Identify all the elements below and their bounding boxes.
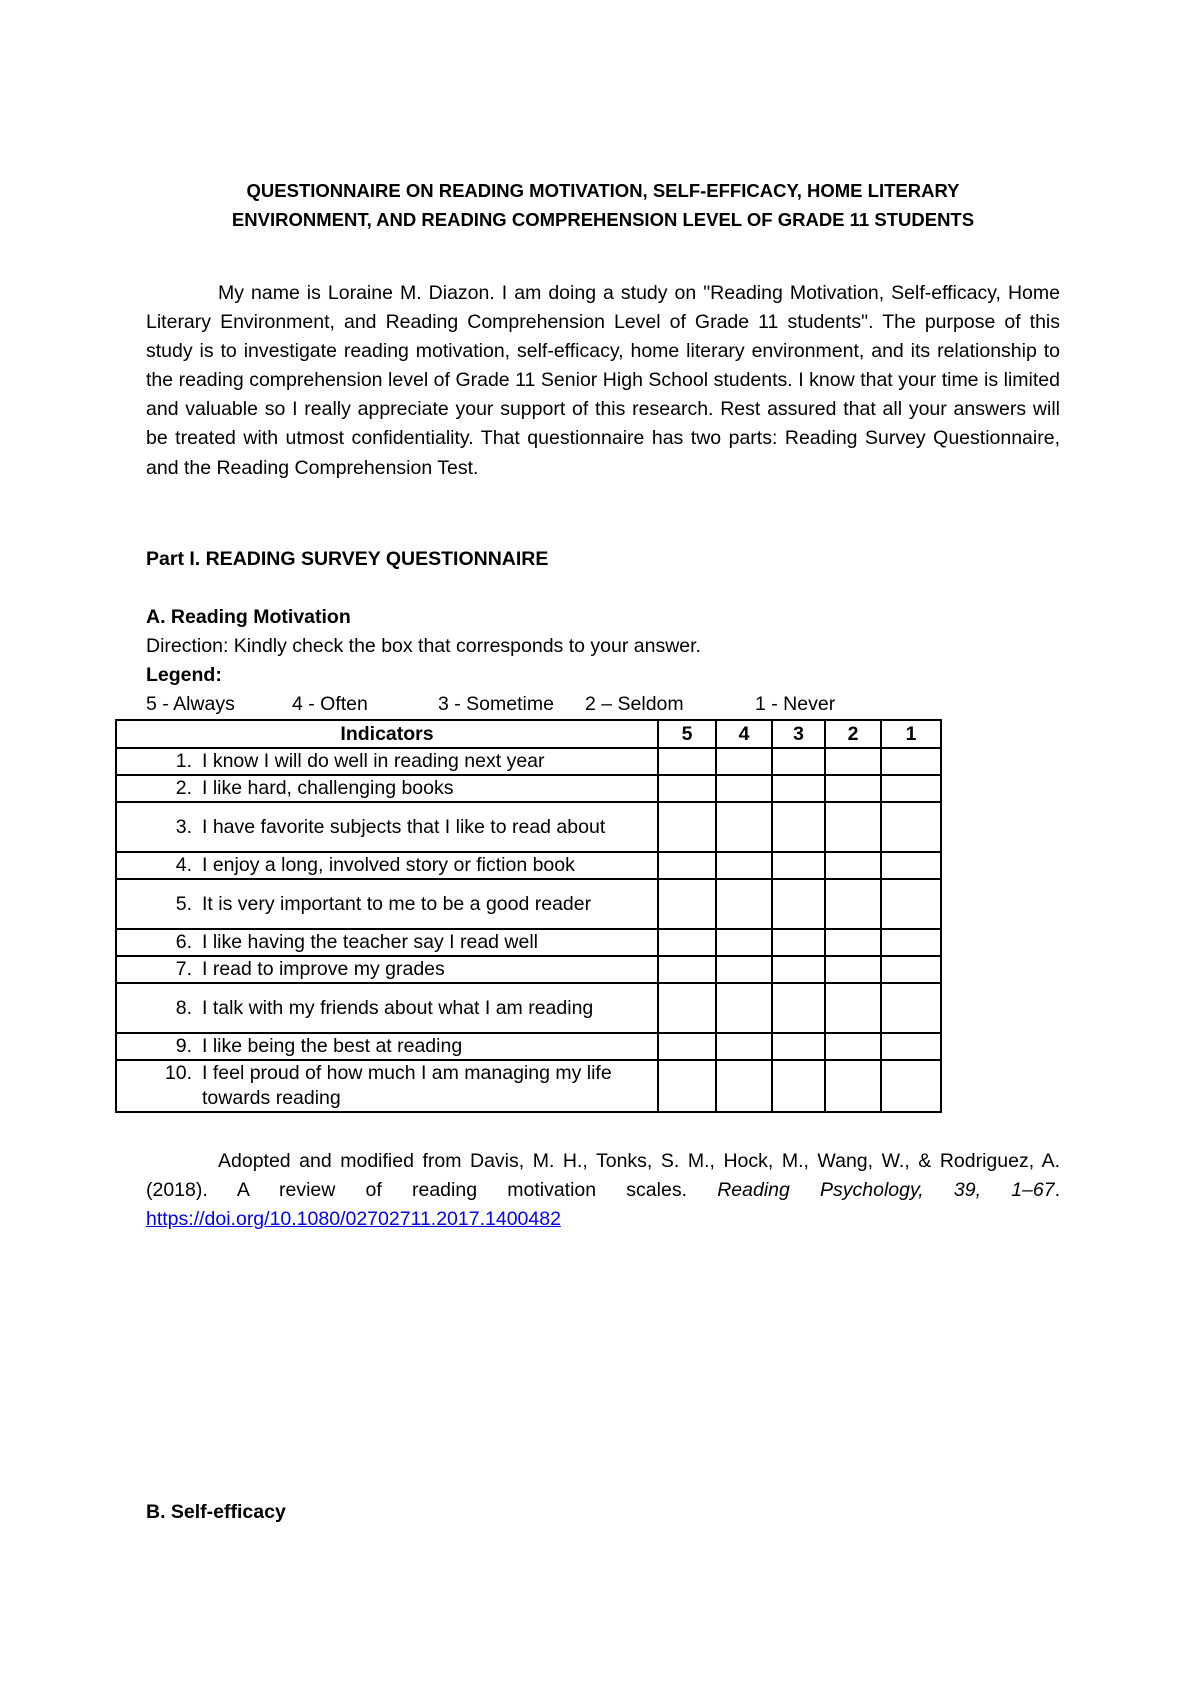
indicator-cell	[116, 775, 658, 802]
rating-checkbox-4[interactable]	[716, 956, 772, 983]
rating-checkbox-3[interactable]	[772, 983, 825, 1033]
rating-checkbox-3[interactable]	[772, 748, 825, 775]
legend-item-always: 5 - Always	[146, 693, 235, 715]
rating-checkbox-2[interactable]	[825, 879, 881, 929]
legend-title: Legend:	[146, 664, 222, 686]
doi-link[interactable]: https://doi.org/10.1080/02702711.2017.1400482	[146, 1208, 561, 1230]
rating-checkbox-3[interactable]	[772, 775, 825, 802]
rating-checkbox-4[interactable]	[716, 879, 772, 929]
rating-checkbox-4[interactable]	[716, 983, 772, 1033]
indicator-text: It is very important to me to be a good reader	[202, 892, 592, 915]
rating-checkbox-5[interactable]	[658, 983, 716, 1033]
rating-checkbox-2[interactable]	[825, 929, 881, 956]
indicator-number: 9.	[175, 1035, 192, 1057]
indicator-cell	[116, 748, 658, 775]
indicator-number: 2.	[175, 777, 192, 799]
title-line-1: QUESTIONNAIRE ON READING MOTIVATION, SELF-EFFICACY, HOME LITERARY	[246, 180, 960, 201]
rating-checkbox-1[interactable]	[881, 956, 941, 983]
rating-checkbox-2[interactable]	[825, 983, 881, 1033]
legend-item-often: 4 - Often	[292, 693, 368, 715]
rating-checkbox-1[interactable]	[881, 929, 941, 956]
rating-checkbox-4[interactable]	[716, 1033, 772, 1060]
rating-checkbox-5[interactable]	[658, 956, 716, 983]
rating-checkbox-5[interactable]	[658, 1060, 716, 1112]
rating-checkbox-3[interactable]	[772, 802, 825, 852]
indicator-number: 8.	[175, 996, 192, 1019]
rating-checkbox-1[interactable]	[881, 983, 941, 1033]
header-1: 1	[881, 720, 941, 748]
rating-checkbox-5[interactable]	[658, 802, 716, 852]
indicator-text: I like being the best at reading	[202, 1035, 463, 1057]
rating-checkbox-3[interactable]	[772, 879, 825, 929]
rating-checkbox-4[interactable]	[716, 852, 772, 879]
header-indicators: Indicators	[116, 720, 658, 748]
rating-checkbox-1[interactable]	[881, 852, 941, 879]
table-row	[116, 929, 941, 956]
rating-checkbox-4[interactable]	[716, 802, 772, 852]
rating-checkbox-1[interactable]	[881, 879, 941, 929]
indicator-cell	[116, 1060, 658, 1112]
table-row	[116, 956, 941, 983]
citation-period: .	[1054, 1179, 1061, 1201]
rating-checkbox-5[interactable]	[658, 879, 716, 929]
rating-checkbox-5[interactable]	[658, 1033, 716, 1060]
citation-paragraph	[146, 1147, 1060, 1234]
rating-checkbox-1[interactable]	[881, 802, 941, 852]
table-row	[116, 1033, 941, 1060]
legend-item-seldom: 2 – Seldom	[585, 693, 684, 715]
rating-checkbox-2[interactable]	[825, 1060, 881, 1112]
rating-checkbox-3[interactable]	[772, 929, 825, 956]
table-row	[116, 802, 941, 852]
intro-paragraph: My name is Loraine M. Diazon. I am doing a study on "Reading Motivation, Self-efficacy, Home Literary Environment, and Reading Comprehension Level of Grade 11 students". The purpose of this study is to investigate reading motivation, self-efficacy, home literary environment, and its relationship to the reading comprehension level of Grade 11 Senior High School students. I know that your time is limited and valuable so I really appreciate your support of this research. Rest assured that all your answers will be treated with utmost confidentiality. That questionnaire has two parts: Reading Survey Questionnaire, and the Reading Comprehension Test.	[146, 282, 1060, 479]
indicator-number: 3.	[175, 815, 192, 838]
indicator-number: 6.	[175, 931, 192, 953]
rating-checkbox-2[interactable]	[825, 852, 881, 879]
indicator-cell	[116, 956, 658, 983]
indicator-text: I have favorite subjects that I like to read about	[202, 815, 606, 838]
indicator-cell	[116, 929, 658, 956]
legend-item-never: 1 - Never	[755, 693, 836, 715]
table-row	[116, 852, 941, 879]
table-row	[116, 748, 941, 775]
table-header-row	[116, 720, 941, 748]
indicator-text: I like having the teacher say I read well	[202, 931, 539, 953]
section-a-heading: A. Reading Motivation	[146, 606, 351, 628]
reading-motivation-table	[115, 719, 942, 1113]
indicator-text: I like hard, challenging books	[202, 777, 454, 799]
indicator-text: I read to improve my grades	[202, 958, 445, 980]
part-1-heading: Part I. READING SURVEY QUESTIONNAIRE	[146, 548, 549, 570]
rating-checkbox-2[interactable]	[825, 1033, 881, 1060]
rating-checkbox-4[interactable]	[716, 1060, 772, 1112]
table-row	[116, 1060, 941, 1112]
indicator-text: I feel proud of how much I am managing my life towards reading	[202, 1062, 612, 1109]
rating-checkbox-2[interactable]	[825, 956, 881, 983]
header-3: 3	[772, 720, 825, 748]
table-row	[116, 775, 941, 802]
direction-text: Direction: Kindly check the box that corresponds to your answer.	[146, 635, 701, 657]
indicator-cell	[116, 1033, 658, 1060]
section-b-heading: B. Self-efficacy	[146, 1501, 286, 1523]
indicator-text: I talk with my friends about what I am reading	[202, 996, 594, 1019]
indicator-text: I enjoy a long, involved story or fiction book	[202, 854, 575, 876]
indicator-text: I know I will do well in reading next year	[202, 750, 545, 772]
rating-checkbox-5[interactable]	[658, 748, 716, 775]
indicator-number: 5.	[175, 892, 192, 915]
header-2: 2	[825, 720, 881, 748]
rating-checkbox-5[interactable]	[658, 929, 716, 956]
indicator-cell	[116, 802, 658, 852]
rating-checkbox-2[interactable]	[825, 748, 881, 775]
legend-item-sometime: 3 - Sometime	[438, 693, 554, 715]
document-title	[146, 176, 1060, 234]
rating-checkbox-5[interactable]	[658, 852, 716, 879]
rating-checkbox-4[interactable]	[716, 929, 772, 956]
indicator-cell	[116, 852, 658, 879]
rating-checkbox-5[interactable]	[658, 775, 716, 802]
table-row	[116, 983, 941, 1033]
rating-checkbox-1[interactable]	[881, 1060, 941, 1112]
citation-journal: Reading Psychology, 39, 1–67	[717, 1179, 1055, 1201]
rating-checkbox-1[interactable]	[881, 775, 941, 802]
indicator-number: 4.	[175, 854, 192, 876]
rating-checkbox-4[interactable]	[716, 748, 772, 775]
rating-checkbox-1[interactable]	[881, 748, 941, 775]
indicator-number: 7.	[175, 958, 192, 980]
rating-checkbox-3[interactable]	[772, 956, 825, 983]
table-row	[116, 879, 941, 929]
indicator-number: 1.	[175, 750, 192, 772]
rating-checkbox-2[interactable]	[825, 775, 881, 802]
header-4: 4	[716, 720, 772, 748]
rating-checkbox-3[interactable]	[772, 1033, 825, 1060]
rating-checkbox-2[interactable]	[825, 802, 881, 852]
indicator-cell	[116, 983, 658, 1033]
rating-checkbox-3[interactable]	[772, 1060, 825, 1112]
indicator-number: 10.	[164, 1062, 192, 1084]
indicator-cell	[116, 879, 658, 929]
title-line-2: ENVIRONMENT, AND READING COMPREHENSION LEVEL OF GRADE 11 STUDENTS	[231, 209, 975, 230]
rating-checkbox-3[interactable]	[772, 852, 825, 879]
header-5: 5	[658, 720, 716, 748]
rating-checkbox-1[interactable]	[881, 1033, 941, 1060]
rating-checkbox-4[interactable]	[716, 775, 772, 802]
citation-text: Adopted and modified from Davis, M. H., Tonks, S. M., Hock, M., Wang, W., & Rodriguez, A. (2018). A review of reading motivation scales.	[146, 1150, 1060, 1201]
